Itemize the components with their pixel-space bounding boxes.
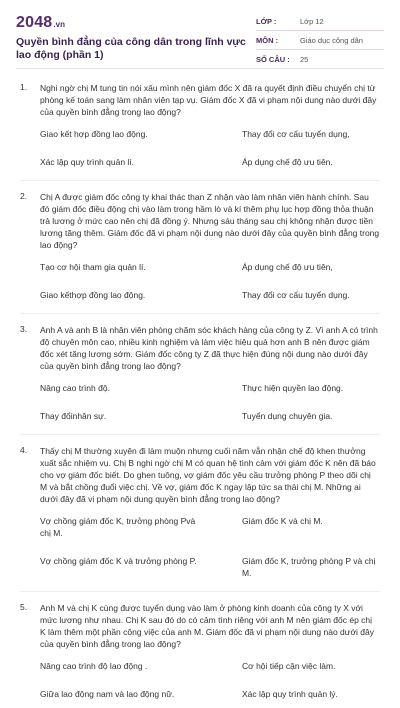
option-a[interactable]: Giao kết hợp đồng lao động. (40, 129, 148, 139)
option-b[interactable]: Thay đổi cơ cấu tuyển dụng, (242, 129, 350, 139)
option-list (20, 382, 380, 422)
meta-key: LỚP : (256, 17, 277, 26)
option-list (20, 261, 380, 301)
question-2 (20, 191, 380, 314)
question-head (20, 324, 380, 372)
logo-number: 2048 (16, 14, 53, 31)
option-c[interactable]: Thay đổinhân sự. (40, 411, 107, 421)
meta-value: Lớp 12 (300, 17, 324, 26)
header-divider (16, 68, 384, 69)
question-text: Anh A và anh B là nhân viên phòng chăm sóc khách hàng của công ty Z. Vì anh A có trình độ chuyên môn cao, nhiều kinh nghiệm và làm việc hiệu quả hơn anh B nên được giám đốc xét tăng lương sớm. Giám đốc công ty Z đã thực hiện đúng nội dung nào dưới đây của quyền bình đẳng trong lao động? (40, 325, 378, 371)
header (16, 12, 384, 68)
option-d[interactable]: Xác lập quy trình quản lý. (242, 689, 338, 699)
question-3 (20, 324, 380, 435)
question-text: Chị A được giám đốc công ty khai thác than Z nhận vào làm nhân viên hành chính. Sau đó giám đốc điều động chị vào làm trong hầm lò và kí thêm phụ lục hợp đồng thỏa thuận trả lương ở mức cao nên chị đã đồng ý. Nhưng sáu tháng sau chị không nhận được tiền lương tăng thêm. Giám đốc đã vi phạm nội dung nào dưới đây của quyền bình đẳng trong lao động? (40, 192, 380, 250)
question-head (20, 602, 380, 650)
option-a[interactable]: Nâng cao trình độ lao động . (40, 661, 148, 671)
question-text: Thấy chị M thường xuyên đi làm muộn nhưng cuối năm vẫn nhận chế độ khen thưởng xuất sắc nhiệm vụ. Chị B nghi ngờ chị M có quan hệ tình cảm với giám đốc K nên đã báo cho vợ giám đốc biết. Do ghen tuông, vợ giám đốc yêu cầu trưởng phòng P theo dõi chị M và bắt chồng đuổi việc chị. Về vợ, giám đốc K ngay lập tức sa thải chị M. Những ai dưới đây đã vi phạm nội dung quyền bình đẳng trong lao động? (40, 446, 376, 504)
meta-key: SỐ CÂU : (256, 55, 290, 64)
option-b[interactable]: Áp dụng chế độ ưu tiên, (242, 262, 333, 272)
meta-value: Giáo dục công dân (300, 36, 363, 45)
option-a[interactable]: Tạo cơ hội tham gia quản lí. (40, 262, 146, 272)
option-list (20, 128, 380, 168)
option-b[interactable]: Thực hiện quyền lao động. (242, 383, 344, 393)
question-number: 5. (20, 602, 28, 612)
question-5 (20, 602, 380, 700)
option-c[interactable]: Xác lập quy trình quản lí. (40, 157, 135, 167)
option-d[interactable]: Áp dụng chế độ ưu tiên. (242, 157, 333, 167)
question-number: 3. (20, 324, 28, 334)
option-a[interactable]: Nâng cao trình độ. (40, 383, 110, 393)
question-list (20, 82, 380, 708)
meta-value: 25 (300, 55, 309, 64)
question-number: 1. (20, 82, 28, 92)
question-divider (20, 313, 380, 314)
option-list (20, 660, 380, 700)
meta-key: MÔN : (256, 36, 279, 45)
meta-info (256, 12, 384, 69)
option-d[interactable]: Tuyển dụng chuyên gia. (242, 411, 333, 421)
question-divider (20, 180, 380, 181)
question-number: 4. (20, 445, 28, 455)
question-1 (20, 82, 380, 181)
page-title: Quyền bình đẳng của công dân trong lĩnh vực lao động (phần 1) (16, 36, 246, 61)
logo-suffix: .vn (53, 20, 65, 29)
option-b[interactable]: Cơ hội tiếp cận việc làm. (242, 661, 336, 671)
question-text: Nghi ngờ chị M tung tin nói xấu mình nên giám đốc X đã ra quyết định điều chuyển chị từ phòng kế toán sang làm nhân viên tạp vụ. Giám đốc X đã vi phạm nội dung nào dưới đây của quyền bình đẳng trong lao động? (40, 83, 377, 117)
question-text: Anh M và chị K cùng được tuyển dụng vào làm ở phòng kinh doanh của công ty X với mức lương như nhau. Chị K sau đó do có cảm tình riêng với anh M nên giám đốc ép chị K làm thêm một phần công việc của anh M. Giám đốc đã vi phạm nội dung nào dưới đây của quyền bình đẳng trong lao động? (40, 603, 374, 649)
option-c[interactable]: Vợ chồng giám đốc K và trưởng phòng P. (40, 556, 197, 566)
question-head (20, 191, 380, 251)
option-d[interactable]: Giám đốc K, trưởng phòng P và chị M. (242, 556, 376, 578)
option-d[interactable]: Thay đổi cơ cấu tuyển dụng. (242, 290, 350, 300)
question-number: 2. (20, 191, 28, 201)
option-b[interactable]: Giám đốc K và chị M. (242, 516, 323, 526)
question-head (20, 82, 380, 118)
question-divider (20, 591, 380, 592)
meta-row-class (256, 12, 384, 31)
option-a[interactable]: Vợ chồng giám đốc K, trưởng phòng Pvà chị M. (40, 516, 196, 538)
option-list (20, 515, 380, 579)
meta-row-subject (256, 31, 384, 50)
option-c[interactable]: Giao kếthợp đồng lao động. (40, 290, 146, 300)
question-head (20, 445, 380, 505)
option-c[interactable]: Giữa lao động nam và lao động nữ. (40, 689, 175, 699)
site-logo[interactable] (16, 14, 65, 32)
meta-row-count (256, 50, 384, 69)
question-divider (20, 434, 380, 435)
question-4 (20, 445, 380, 592)
